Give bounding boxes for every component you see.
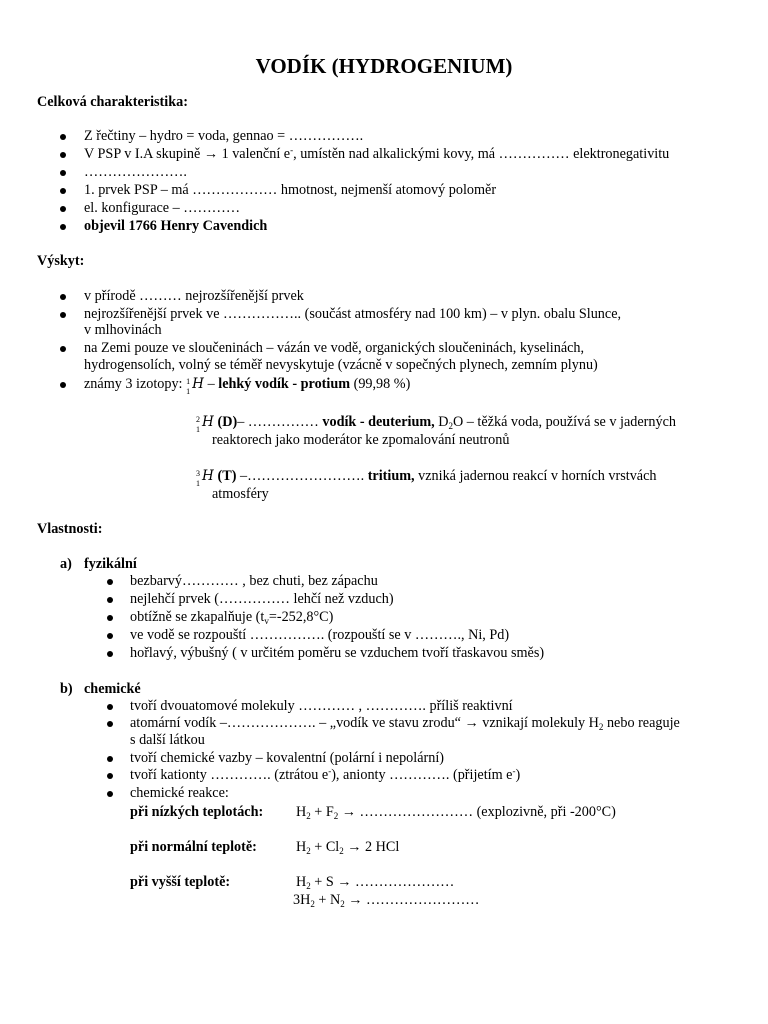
bullet: [107, 633, 113, 639]
list-item: hořlavý, výbušný ( v určitém poměru se vzduchem tvoří třaskavou směs): [130, 645, 545, 661]
list-item: nejlehčí prvek (…………… lehčí než vzduch): [130, 591, 394, 607]
bullet: [107, 579, 113, 585]
list-item-continuation: hydrogensolích, volný se téměř nevyskytuje (vzácně v sopečných plynech, zemním plynu): [84, 357, 598, 373]
isotope-deuterium-continuation: reaktorech jako moderátor ke zpomalování neutronů: [212, 432, 510, 448]
nuclide-symbol: 1 1 H: [186, 376, 204, 396]
page-title: VODÍK (HYDROGENIUM): [255, 54, 513, 78]
list-item: ve vodě se rozpouští ……………. (rozpouští se v ………., Ni, Pd): [130, 627, 510, 643]
subsection-label: b): [60, 681, 73, 697]
list-item: na Zemi pouze ve sloučeninách – vázán ve vodě, organických sloučeninách, kyselinách,: [84, 340, 585, 356]
bullet: [60, 188, 66, 194]
list-item: nejrozšířenější prvek ve …………….. (součást atmosféry nad 100 km) – v plyn. obalu Slunce,: [84, 306, 622, 322]
section-heading-occurrence: Výskyt:: [37, 253, 85, 269]
bullet: [107, 721, 113, 727]
list-item: Z řečtiny – hydro = voda, gennao = …………….: [84, 128, 364, 144]
list-item-continuation: s další látkou: [130, 732, 205, 748]
list-item: tvoří chemické vazby – kovalentní (polární i nepolární): [130, 750, 444, 766]
section-heading-properties: Vlastnosti:: [37, 521, 103, 537]
list-item: v přírodě ……… nejrozšířenější prvek: [84, 288, 304, 304]
list-item: 1. prvek PSP – má ……………… hmotnost, nejmenší atomový poloměr: [84, 182, 497, 198]
list-item: ………………….: [84, 164, 187, 180]
list-item: tvoří dvouatomové molekuly ………… , …………. příliš reaktivní: [130, 698, 513, 714]
list-item: chemické reakce:: [130, 785, 229, 801]
nuclide-symbol: 2 1 H: [196, 414, 214, 434]
bullet: [60, 152, 66, 158]
isotope-tritium-continuation: atmosféry: [212, 486, 269, 502]
list-item: V PSP v I.A skupině → 1 valenční e-, umístěn nad alkalickými kovy, má …………… elektronegativitu: [84, 145, 670, 162]
bullet: [60, 134, 66, 140]
bullet: [107, 704, 113, 710]
reaction-label-normal: při normální teplotě:: [130, 839, 257, 855]
subsection-label: a): [60, 556, 72, 572]
nuclide-symbol: 3 1 H: [196, 468, 214, 488]
section-heading-characteristics: Celková charakteristika:: [37, 94, 188, 110]
bullet: [107, 651, 113, 657]
reaction-label-low: při nízkých teplotách:: [130, 804, 264, 820]
reaction-equation: $H_2 + Cl_2 \to 2$ HCl: [296, 839, 400, 856]
bullet: [60, 312, 66, 318]
subsection-title-chemical: chemické: [84, 681, 141, 697]
bullet: [60, 294, 66, 300]
isotope-protium: známy 3 izotopy: 1 1 H – lehký vodík - protium (99,98 %): [84, 376, 411, 396]
bullet: [107, 615, 113, 621]
subsection-title-physical: fyzikální: [84, 556, 137, 572]
bullet: [107, 791, 113, 797]
list-item: obtížně se zkapalňuje $(t_v=-252,8^\circ C)$: [130, 609, 334, 626]
list-item: atomární vodík –………………. – „vodík ve stavu zrodu“ → vznikají molekuly $H_2$ nebo reaguje: [130, 715, 680, 732]
list-item: el. konfigurace – …………: [84, 200, 241, 216]
reaction-equation: $H_2 + S$ → …………………: [296, 874, 455, 891]
reaction-label-high: při vyšší teplotě:: [130, 874, 231, 890]
isotope-tritium: 3 1 H (T) –……………………. tritium, vzniká jadernou reakcí v horních vrstvách: [196, 468, 657, 488]
bullet: [107, 773, 113, 779]
bullet: [60, 346, 66, 352]
bullet: [60, 224, 66, 230]
reaction-equation: $H_2 + F_2$ → …………………… (explozivně, při -200°C): [296, 804, 616, 821]
isotope-deuterium: 2 1 H (D)– …………… vodík - deuterium, $D_2O$ – těžká voda, používá se v jaderných: [196, 414, 676, 434]
bullet: [107, 597, 113, 603]
list-item: objevil 1766 Henry Cavendich: [84, 218, 268, 234]
bullet: [60, 170, 66, 176]
bullet: [60, 206, 66, 212]
bullet: [60, 382, 66, 388]
reaction-equation: $3H_2 + N_2$ → ……………………: [293, 892, 480, 909]
bullet: [107, 756, 113, 762]
list-item: tvoří kationty …………. (ztrátou e-), anionty …………. (přijetím e-): [130, 766, 521, 783]
list-item-continuation: v mlhovinách: [84, 322, 162, 338]
list-item: bezbarvý………… , bez chuti, bez zápachu: [130, 573, 378, 589]
